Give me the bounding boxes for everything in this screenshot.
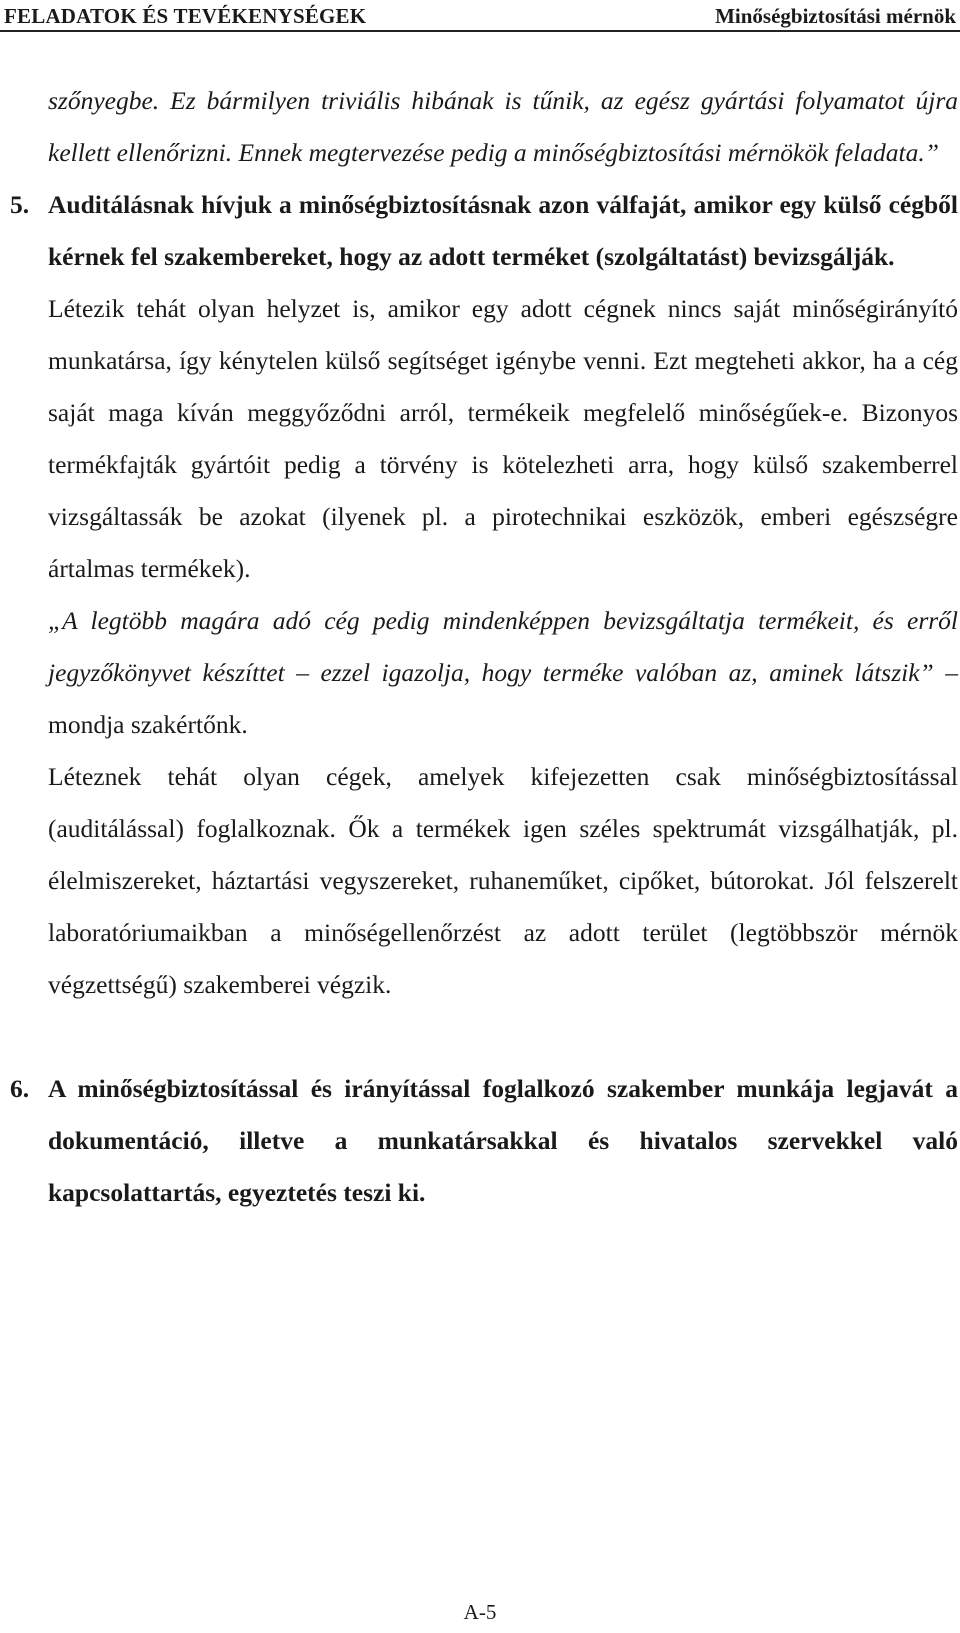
paragraph-audit-companies: Léteznek tehát olyan cégek, amelyek kifejezetten csak minőségbiztosítással (auditálással) foglalkoznak. Ők a termékek igen széles spektrumát vizsgálhatják, pl. élelmiszereket, háztartási vegyszereket, ruhaneműket, cipőket, bútorokat. Jól felszerelt laboratóriumaikban a minőségellenőrzést az adott terület (legtöbbször mérnök végzettségű) szakemberei végzik. <box>48 762 958 999</box>
item-5-heading: Auditálásnak hívjuk a minőségbiztosításnak azon válfaját, amikor egy külső cégből kérnek fel szakembereket, hogy az adott terméket (szolgáltatást) bevizsgálják. <box>48 190 958 271</box>
expert-quote-attribution: – mondja szakértőnk. <box>48 658 959 739</box>
item-5 <box>10 179 958 283</box>
quote-continuation: szőnyegbe. Ez bármilyen triviális hibának is tűnik, az egész gyártási folyamatot újra kellett ellenőrizni. Ennek megtervezése pedig a minőségbiztosítási mérnökök feladata.” <box>48 86 958 167</box>
page-header <box>0 0 960 32</box>
paragraph-auditing-context: Létezik tehát olyan helyzet is, amikor egy adott cégnek nincs saját minőségirányító munkatársa, így kénytelen külső segítséget igénybe venni. Ezt megteheti akkor, ha a cég saját maga kíván meggyőződni arról, termékeik megfelelő minőségűek-e. Bizonyos termékfajták gyártóit pedig a törvény is kötelezheti arra, hogy külső szakemberrel vizsgáltassák be azokat (ilyenek pl. a pirotechnikai eszközök, emberi egészségre ártalmas termékek). <box>48 294 958 583</box>
item-6-number: 6. <box>10 1074 30 1103</box>
header-section-title: FELADATOK ÉS TEVÉKENYSÉGEK <box>4 4 367 28</box>
page-body <box>10 75 959 1219</box>
spacer <box>48 1011 958 1063</box>
page-number: A-5 <box>463 1600 497 1624</box>
item-6-heading: A minőségbiztosítással és irányítással foglalkozó szakember munkája legjavát a dokumentáció, illetve a munkatársakkal és hivatalos szervekkel való kapcsolattartás, egyeztetés teszi ki. <box>48 1074 958 1207</box>
expert-quote-text: „A legtöbb magára adó cég pedig mindenképpen bevizsgáltatja termékeit, és erről jegyzőkönyvet készíttet – ezzel igazolja, hogy terméke valóban az, aminek látszik” <box>48 606 958 687</box>
expert-quote <box>48 595 958 751</box>
item-5-number: 5. <box>10 190 30 219</box>
item-6 <box>10 1063 958 1219</box>
header-document-title: Minőségbiztosítási mérnök <box>715 4 956 28</box>
header-divider <box>0 30 960 32</box>
